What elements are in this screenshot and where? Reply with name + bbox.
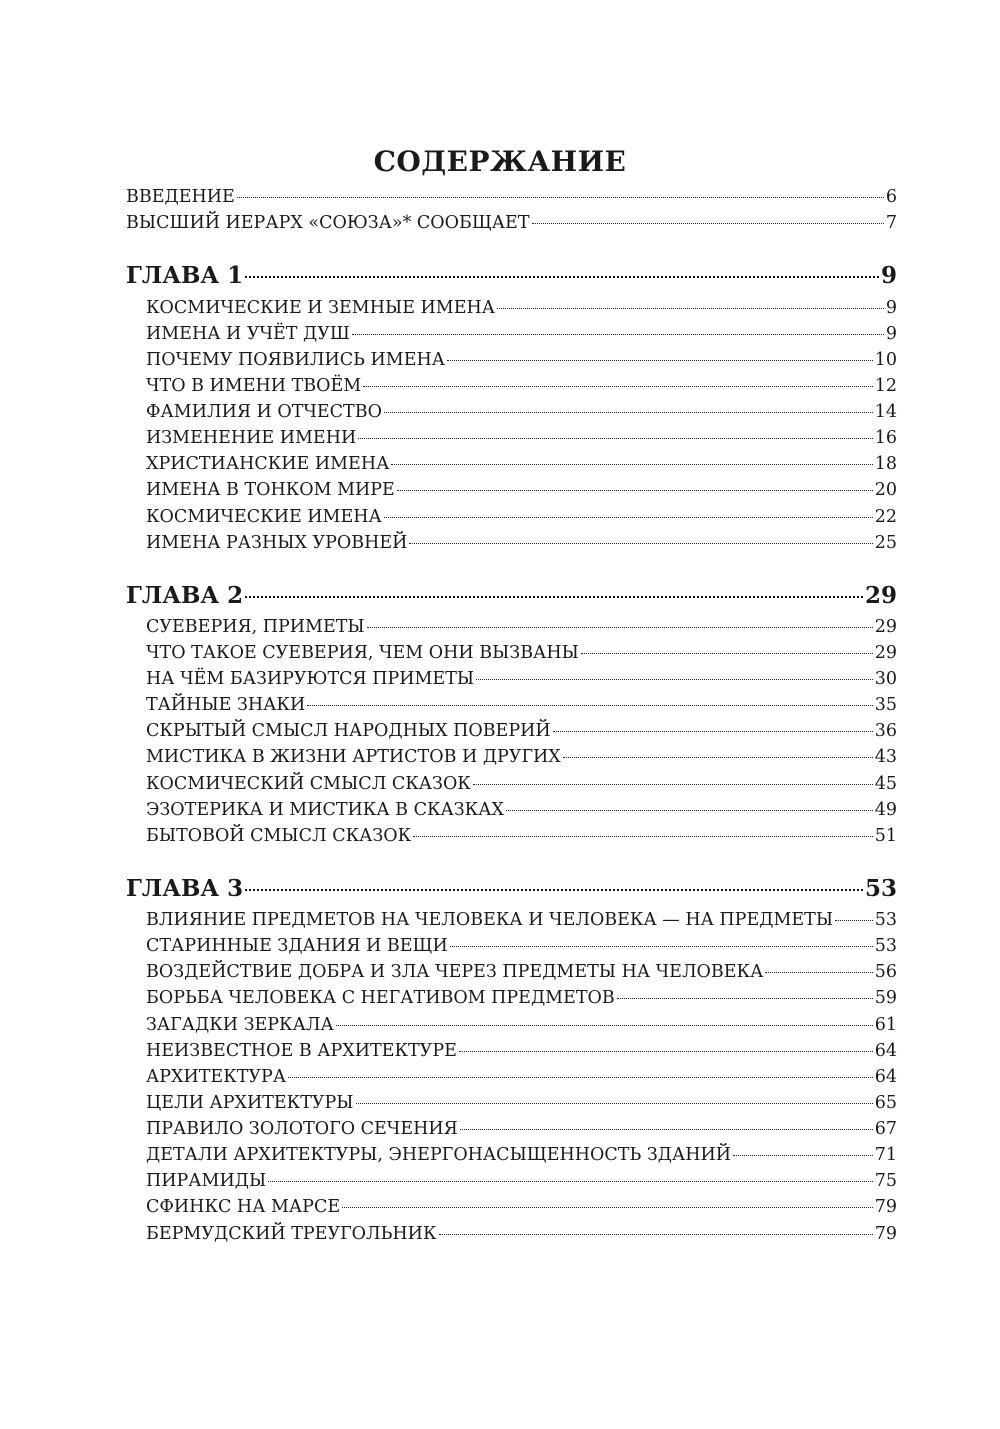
dot-leader xyxy=(336,1025,873,1026)
toc-section[interactable] xyxy=(146,617,897,637)
toc-section[interactable] xyxy=(146,402,897,422)
toc-section[interactable] xyxy=(146,1224,897,1244)
page-title: СОДЕРЖАНИЕ xyxy=(373,144,627,178)
toc-section-label: ПИРАМИДЫ xyxy=(146,1171,267,1191)
toc-section-label: БЕРМУДСКИЙ ТРЕУГОЛЬНИК xyxy=(146,1224,437,1244)
toc-section[interactable] xyxy=(146,721,897,741)
toc-section-page: 64 xyxy=(874,1067,897,1087)
toc-section-label: КОСМИЧЕСКИЕ И ЗЕМНЫЕ ИМЕНА xyxy=(146,298,496,318)
toc-section-label: КОСМИЧЕСКИЙ СМЫСЛ СКАЗОК xyxy=(146,774,471,794)
toc-entry-page: 6 xyxy=(885,187,897,207)
toc-section[interactable] xyxy=(146,1041,897,1061)
toc-section[interactable] xyxy=(146,669,897,689)
toc-section-page: 65 xyxy=(874,1093,897,1113)
toc-section[interactable] xyxy=(146,936,897,956)
toc-section-page: 29 xyxy=(874,617,897,637)
toc-section[interactable] xyxy=(146,695,897,715)
dot-leader xyxy=(391,464,872,465)
dot-leader xyxy=(553,731,873,732)
toc-section[interactable] xyxy=(146,774,897,794)
toc-section[interactable] xyxy=(146,480,897,500)
toc-entry-label: ВЫСШИЙ ИЕРАРХ «СОЮЗА»* СООБЩАЕТ xyxy=(126,213,530,233)
dot-leader xyxy=(532,223,884,224)
toc-section[interactable] xyxy=(146,1119,897,1139)
toc-section-page: 61 xyxy=(874,1015,897,1035)
dot-leader xyxy=(358,438,872,439)
toc-section[interactable] xyxy=(146,826,897,846)
dot-leader xyxy=(447,360,873,361)
toc-entry-introduction[interactable] xyxy=(126,187,897,207)
toc-section[interactable] xyxy=(146,324,897,344)
toc-section-page: 45 xyxy=(874,774,897,794)
toc-section-page: 30 xyxy=(874,669,897,689)
dot-leader xyxy=(733,1155,873,1156)
toc-section[interactable] xyxy=(146,298,897,318)
toc-section-page: 22 xyxy=(874,507,897,527)
toc-entry-label: ВВЕДЕНИЕ xyxy=(126,187,235,207)
toc-section-label: ДЕТАЛИ АРХИТЕКТУРЫ, ЭНЕРГОНАСЫЩЕННОСТЬ ЗДАНИЙ xyxy=(146,1145,731,1165)
toc-section-page: 51 xyxy=(874,826,897,846)
toc-section-page: 12 xyxy=(874,376,897,396)
toc-section-label: БЫТОВОЙ СМЫСЛ СКАЗОК xyxy=(146,826,412,846)
chapter-label: ГЛАВА 1 xyxy=(126,262,244,289)
toc-section-label: ФАМИЛИЯ И ОТЧЕСТВО xyxy=(146,402,382,422)
dot-leader xyxy=(268,1181,873,1182)
toc-section-label: СТАРИННЫЕ ЗДАНИЯ И ВЕЩИ xyxy=(146,936,448,956)
dot-leader xyxy=(409,543,872,544)
toc-section-page: 71 xyxy=(874,1145,897,1165)
toc-section-label: ЦЕЛИ АРХИТЕКТУРЫ xyxy=(146,1093,354,1113)
toc-section-label: ЧТО ТАКОЕ СУЕВЕРИЯ, ЧЕМ ОНИ ВЫЗВАНЫ xyxy=(146,643,579,663)
toc-section-label: НЕИЗВЕСТНОЕ В АРХИТЕКТУРЕ xyxy=(146,1041,457,1061)
chapter-label: ГЛАВА 2 xyxy=(126,582,244,609)
toc-section-page: 36 xyxy=(874,721,897,741)
dot-leader xyxy=(397,490,873,491)
toc-section-label: ЧТО В ИМЕНИ ТВОЁМ xyxy=(146,376,362,396)
toc-section-label: ПРАВИЛО ЗОЛОТОГО СЕЧЕНИЯ xyxy=(146,1119,458,1139)
dot-leader xyxy=(506,810,873,811)
toc-section-label: СФИНКС НА МАРСЕ xyxy=(146,1197,341,1217)
toc-section-page: 64 xyxy=(874,1041,897,1061)
toc-section[interactable] xyxy=(146,533,897,553)
toc-section-page: 79 xyxy=(874,1224,897,1244)
toc-section[interactable] xyxy=(146,800,897,820)
dot-leader xyxy=(342,1207,873,1208)
dot-leader xyxy=(245,889,863,891)
toc-section[interactable] xyxy=(146,376,897,396)
toc-section-label: СКРЫТЫЙ СМЫСЛ НАРОДНЫХ ПОВЕРИЙ xyxy=(146,721,551,741)
toc-section[interactable] xyxy=(146,1067,897,1087)
toc-section[interactable] xyxy=(146,1093,897,1113)
toc-section-page: 79 xyxy=(874,1197,897,1217)
toc-section[interactable] xyxy=(146,507,897,527)
dot-leader xyxy=(367,627,873,628)
toc-section-label: ХРИСТИАНСКИЕ ИМЕНА xyxy=(146,454,390,474)
toc-section-label: СУЕВЕРИЯ, ПРИМЕТЫ xyxy=(146,617,365,637)
dot-leader xyxy=(413,836,873,837)
dot-leader xyxy=(473,784,873,785)
toc-section[interactable] xyxy=(146,1197,897,1217)
toc-section-label: ИМЕНА РАЗНЫХ УРОВНЕЙ xyxy=(146,533,408,553)
toc-section-label: БОРЬБА ЧЕЛОВЕКА С НЕГАТИВОМ ПРЕДМЕТОВ xyxy=(146,988,615,1008)
toc-section-label: ИЗМЕНЕНИЕ ИМЕНИ xyxy=(146,428,357,448)
dot-leader xyxy=(617,998,873,999)
toc-section[interactable] xyxy=(146,988,897,1008)
toc-section-page: 14 xyxy=(874,402,897,422)
toc-section-page: 56 xyxy=(874,962,897,982)
toc-section-label: ПОЧЕМУ ПОЯВИЛИСЬ ИМЕНА xyxy=(146,350,445,370)
dot-leader xyxy=(459,1051,873,1052)
dot-leader xyxy=(288,1077,873,1078)
toc-section-label: МИСТИКА В ЖИЗНИ АРТИСТОВ И ДРУГИХ xyxy=(146,747,561,767)
toc-section-label: ТАЙНЫЕ ЗНАКИ xyxy=(146,695,306,715)
dot-leader xyxy=(237,197,884,198)
chapter-page: 29 xyxy=(864,582,897,609)
toc-section-page: 35 xyxy=(874,695,897,715)
toc-entry-page: 7 xyxy=(885,213,897,233)
toc-section[interactable] xyxy=(146,643,897,663)
toc-section-label: ИМЕНА В ТОНКОМ МИРЕ xyxy=(146,480,395,500)
dot-leader xyxy=(363,386,873,387)
dot-leader xyxy=(245,596,863,598)
toc-section-page: 10 xyxy=(874,350,897,370)
dot-leader xyxy=(835,920,873,921)
toc-section-label: ВЛИЯНИЕ ПРЕДМЕТОВ НА ЧЕЛОВЕКА И ЧЕЛОВЕКА — НА ПРЕДМЕТЫ xyxy=(146,910,834,930)
toc-section[interactable] xyxy=(146,350,897,370)
toc-section-page: 59 xyxy=(874,988,897,1008)
dot-leader xyxy=(352,334,884,335)
toc-section-page: 75 xyxy=(874,1171,897,1191)
toc-section[interactable] xyxy=(146,1015,897,1035)
toc-section-page: 9 xyxy=(885,298,897,318)
toc-section[interactable] xyxy=(146,1145,897,1165)
dot-leader xyxy=(460,1129,873,1130)
toc-chapter-2[interactable] xyxy=(126,582,897,609)
toc-section-page: 29 xyxy=(874,643,897,663)
dot-leader xyxy=(765,972,872,973)
dot-leader xyxy=(581,653,873,654)
toc-section-label: ВОЗДЕЙСТВИЕ ДОБРА И ЗЛА ЧЕРЕЗ ПРЕДМЕТЫ НА ЧЕЛОВЕКА xyxy=(146,962,764,982)
toc-section-label: ЭЗОТЕРИКА И МИСТИКА В СКАЗКАХ xyxy=(146,800,504,820)
dot-leader xyxy=(497,308,884,309)
toc-section-page: 67 xyxy=(874,1119,897,1139)
toc-section-page: 53 xyxy=(874,936,897,956)
toc-section[interactable] xyxy=(146,962,897,982)
toc-section-page: 25 xyxy=(874,533,897,553)
toc-section-label: ИМЕНА И УЧЁТ ДУШ xyxy=(146,324,350,344)
chapter-page: 9 xyxy=(880,262,897,289)
chapter-page: 53 xyxy=(864,875,897,902)
toc-section-page: 16 xyxy=(874,428,897,448)
toc-section[interactable] xyxy=(146,910,897,930)
dot-leader xyxy=(476,679,873,680)
toc-section-label: КОСМИЧЕСКИЕ ИМЕНА xyxy=(146,507,382,527)
toc-section-page: 9 xyxy=(885,324,897,344)
dot-leader xyxy=(356,1103,873,1104)
toc-entry-hierarch-message[interactable] xyxy=(126,213,897,233)
toc-section-page: 53 xyxy=(874,910,897,930)
toc-section-page: 18 xyxy=(874,454,897,474)
dot-leader xyxy=(245,276,879,278)
toc-section-label: ЗАГАДКИ ЗЕРКАЛА xyxy=(146,1015,334,1035)
toc-section-label: НА ЧЁМ БАЗИРУЮТСЯ ПРИМЕТЫ xyxy=(146,669,475,689)
dot-leader xyxy=(439,1234,873,1235)
dot-leader xyxy=(384,517,873,518)
toc-chapter-1[interactable] xyxy=(126,262,897,289)
toc-section[interactable] xyxy=(146,428,897,448)
dot-leader xyxy=(307,705,872,706)
toc-section[interactable] xyxy=(146,747,897,767)
toc-section[interactable] xyxy=(146,1171,897,1191)
toc-chapter-3[interactable] xyxy=(126,875,897,902)
toc-section-page: 20 xyxy=(874,480,897,500)
dot-leader xyxy=(384,412,873,413)
toc-section[interactable] xyxy=(146,454,897,474)
chapter-label: ГЛАВА 3 xyxy=(126,875,244,902)
dot-leader xyxy=(563,757,873,758)
toc-section-label: АРХИТЕКТУРА xyxy=(146,1067,287,1087)
toc-section-page: 49 xyxy=(874,800,897,820)
dot-leader xyxy=(450,946,873,947)
toc-section-page: 43 xyxy=(874,747,897,767)
